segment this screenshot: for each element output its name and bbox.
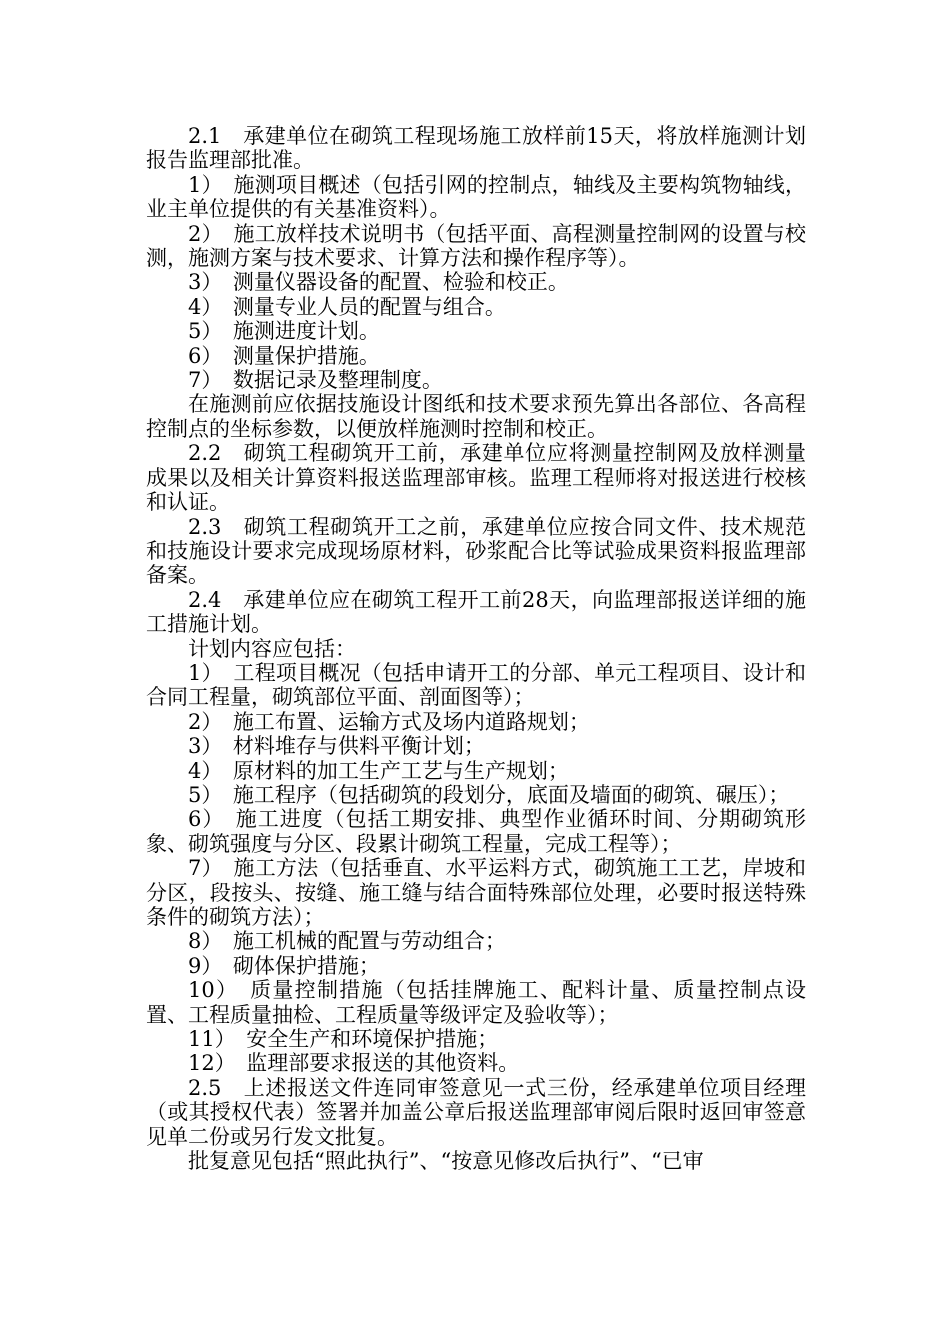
plan-item-5: 5） 施工程序（包括砌筑的段划分，底面及墙面的砌筑、碾压）； xyxy=(188,782,790,807)
plan-item-6: 6） 施工进度（包括工期安排、典型作业循环时间、分期砌筑形象、砌筑强度与分区、段累计砌筑工程量，完成工程等）； xyxy=(146,807,806,856)
paragraph-plan-contents: 计划内容应包括： xyxy=(188,636,356,661)
plan-item-11: 11） 安全生产和环境保护措施； xyxy=(188,1027,499,1052)
plan-item-12: 12） 监理部要求报送的其他资料。 xyxy=(188,1051,520,1076)
plan-item-1: 1） 工程项目概况（包括申请开工的分部、单元工程项目、设计和合同工程量，砌筑部位平面、剖面图等）； xyxy=(146,660,806,710)
paragraph-2-1: 2.1 承建单位在砌筑工程现场施工放样前15天，将放样施测计划报告监理部批准。 xyxy=(146,124,806,173)
list-item-6: 6） 测量保护措施。 xyxy=(188,343,380,368)
list-item-1: 1） 施测项目概述（包括引网的控制点，轴线及主要构筑物轴线，业主单位提供的有关基准资料）。 xyxy=(146,172,806,222)
list-item-2: 2） 施工放样技术说明书（包括平面、高程测量控制网的设置与校测，施测方案与技术要求、计算方法和操作程序等）。 xyxy=(146,221,806,271)
document-body xyxy=(146,124,806,1173)
plan-item-4: 4） 原材料的加工生产工艺与生产规划； xyxy=(188,758,569,783)
plan-item-3: 3） 材料堆存与供料平衡计划； xyxy=(188,734,485,759)
plan-item-9: 9） 砌体保护措施； xyxy=(188,953,380,978)
plan-item-7: 7） 施工方法（包括垂直、水平运料方式，砌筑施工工艺，岸坡和分区，段按头、按缝、施工缝与结合面特殊部位处理，必要时报送特殊条件的砌筑方法）； xyxy=(146,856,806,929)
paragraph-2-4: 2.4 承建单位应在砌筑工程开工前28天，向监理部报送详细的施工措施计划。 xyxy=(146,587,806,637)
list-item-3: 3） 测量仪器设备的配置、检验和校正。 xyxy=(188,270,569,295)
paragraph-pre-survey: 在施测前应依据技施设计图纸和技术要求预先算出各部位、各高程控制点的坐标参数，以便放样施测时控制和校正。 xyxy=(146,392,806,441)
plan-item-2: 2） 施工布置、运输方式及场内道路规划； xyxy=(188,709,590,734)
list-item-7: 7） 数据记录及整理制度。 xyxy=(188,368,443,393)
paragraph-2-3: 2.3 砌筑工程砌筑开工之前，承建单位应按合同文件、技术规范和技施设计要求完成现场原材料，砂浆配合比等试验成果资料报监理部备案。 xyxy=(146,514,806,588)
paragraph-2-2: 2.2 砌筑工程砌筑开工前，承建单位应将测量控制网及放样测量成果以及相关计算资料报送监理部审核。监理工程师将对报送进行校核和认证。 xyxy=(146,441,806,515)
paragraph-approval-opinions: 批复意见包括“照此执行”、“按意见修改后执行”、“已审 xyxy=(188,1149,704,1174)
paragraph-2-5: 2.5 上述报送文件连同审签意见一式三份，经承建单位项目经理（或其授权代表）签署并加盖公章后报送监理部审阅后限时返回审签意见单二份或另行发文批复。 xyxy=(146,1075,806,1149)
list-item-4: 4） 测量专业人员的配置与组合。 xyxy=(188,294,506,319)
plan-item-8: 8） 施工机械的配置与劳动组合； xyxy=(188,929,506,954)
list-item-5: 5） 施测进度计划。 xyxy=(188,319,380,344)
plan-item-10: 10） 质量控制措施（包括挂牌施工、配料计量、质量控制点设置、工程质量抽检、工程质量等级评定及验收等）； xyxy=(146,978,806,1027)
